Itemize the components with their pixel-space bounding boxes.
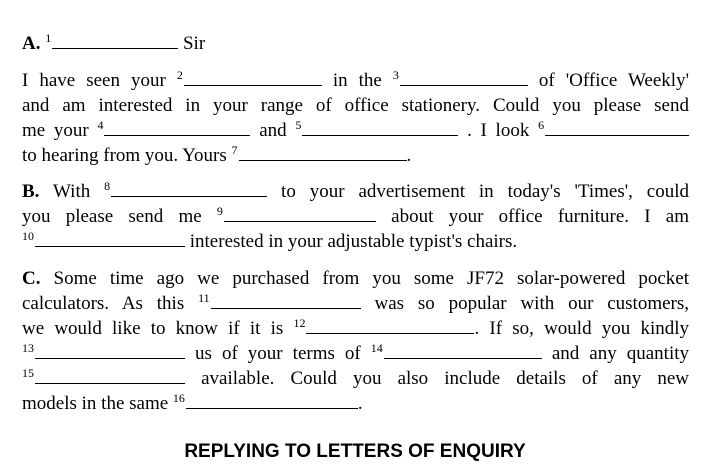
blank-number-16: 16 (172, 391, 185, 405)
blank-8[interactable] (111, 195, 267, 197)
blank-number-10: 10 (22, 229, 34, 243)
blank-4[interactable] (104, 134, 250, 136)
blank-1[interactable] (52, 47, 178, 49)
text-segment: we would like to know if it is (22, 318, 284, 339)
section-a-line-1 (22, 32, 689, 57)
text-segment: Some time ago we purchased from you some JF72 solar-powered pocket (53, 268, 689, 289)
text-segment: . I look (467, 120, 530, 141)
text-segment: of 'Office Weekly' (538, 70, 689, 91)
blank-14[interactable] (384, 357, 542, 359)
blank-9[interactable] (224, 220, 376, 222)
text-segment: us of your terms of (195, 343, 361, 364)
section-c-line-4 (22, 342, 689, 367)
text-segment: available. Could you also include details of any new (201, 368, 690, 389)
blank-7[interactable] (239, 159, 407, 161)
blank-5[interactable] (302, 134, 458, 136)
blank-number-2: 2 (176, 68, 183, 82)
worksheet-title: REPLYING TO LETTERS OF ENQUIRY (184, 441, 526, 462)
section-c-line-1 (22, 267, 689, 291)
section-a-line-3 (22, 94, 689, 118)
text-segment: . If so, would you kindly (474, 318, 690, 339)
section-c-line-3 (22, 317, 689, 342)
text-segment: and am interested in your range of office stationery. Could you please send (22, 95, 689, 116)
text-segment: . (406, 145, 412, 166)
blank-number-7: 7 (231, 143, 238, 157)
text-segment: With (53, 181, 91, 202)
section-a-line-5 (22, 144, 689, 169)
text-segment: me your (22, 120, 89, 141)
text-segment: and (259, 120, 287, 141)
text-segment: in the (332, 70, 382, 91)
blank-15[interactable] (35, 382, 185, 384)
section-b-label: B. (22, 181, 40, 202)
text-segment: calculators. As this (22, 293, 185, 314)
blank-number-6: 6 (538, 118, 545, 132)
text-segment: I have seen your (22, 70, 166, 91)
blank-number-13: 13 (22, 341, 34, 355)
blank-number-9: 9 (216, 204, 223, 218)
blank-number-5: 5 (295, 118, 302, 132)
section-c-label: C. (22, 268, 41, 289)
text-segment: to hearing from you. Yours (22, 145, 227, 166)
text-sir: Sir (182, 33, 206, 54)
blank-number-8: 8 (104, 179, 111, 193)
section-c-line-6 (22, 392, 689, 417)
blank-6[interactable] (545, 134, 689, 136)
text-segment: interested in your adjustable typist's chairs. (189, 231, 518, 252)
text-segment: to your advertisement in today's 'Times', could (281, 181, 690, 202)
blank-number-11: 11 (198, 291, 210, 305)
blank-12[interactable] (306, 332, 474, 334)
blank-2[interactable] (184, 84, 322, 86)
text-segment: about your office furniture. I am (391, 206, 690, 227)
blank-number-3: 3 (392, 68, 399, 82)
blank-number-14: 14 (370, 341, 383, 355)
section-a-line-4 (22, 119, 689, 144)
text-segment: models in the same (22, 393, 169, 414)
blank-13[interactable] (35, 357, 185, 359)
text-segment: and any quantity (551, 343, 690, 364)
blank-16[interactable] (186, 407, 358, 409)
section-b-line-1 (22, 180, 689, 205)
text-segment: . (357, 393, 363, 414)
section-a-label: A. (22, 33, 41, 54)
section-c-line-2 (22, 292, 689, 317)
section-b-line-3 (22, 230, 689, 255)
blank-number-1: 1 (45, 31, 52, 45)
section-a-line-2 (22, 69, 689, 94)
text-segment: you please send me (22, 206, 202, 227)
blank-11[interactable] (211, 307, 361, 309)
section-c-line-5 (22, 367, 689, 392)
text-segment: was so popular with our customers, (374, 293, 690, 314)
blank-3[interactable] (400, 84, 528, 86)
blank-10[interactable] (35, 245, 185, 247)
blank-number-12: 12 (293, 316, 306, 330)
blank-number-4: 4 (97, 118, 104, 132)
blank-number-15: 15 (22, 366, 34, 380)
section-b-line-2 (22, 205, 689, 230)
